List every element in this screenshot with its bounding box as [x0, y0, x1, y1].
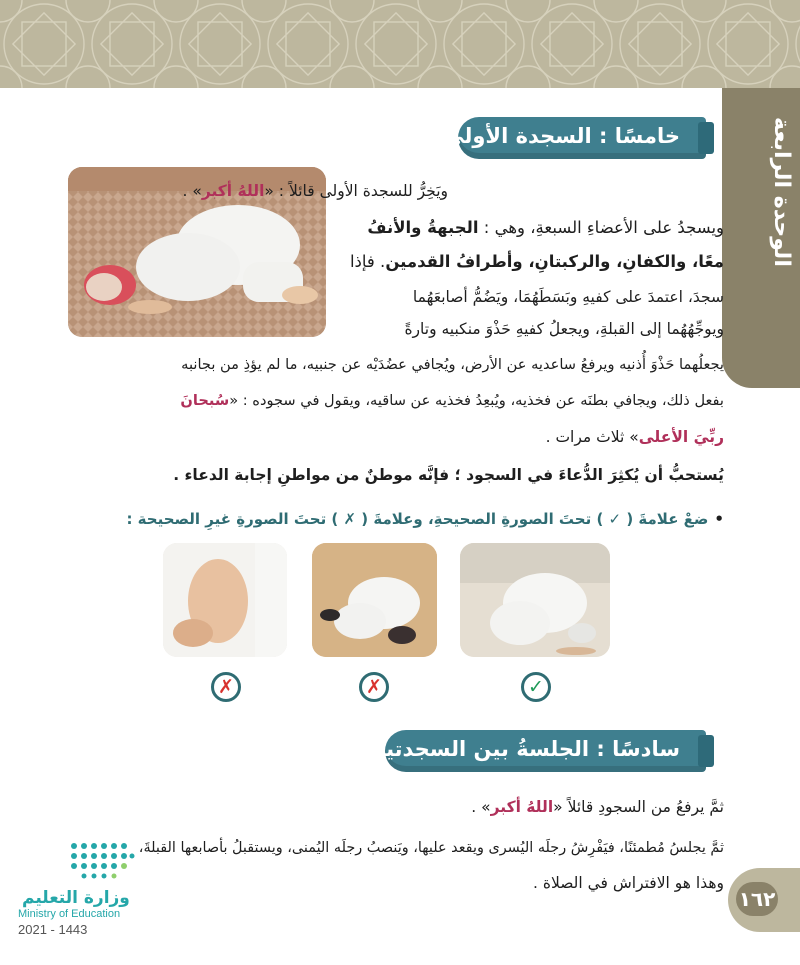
text-line-2: ويسجدُ على الأعضاءِ السبعةِ، وهي : الجبهةُ والأنفُ: [367, 218, 724, 237]
text-line-rise: ثمَّ يرفعُ من السجودِ قائلاً «اللهُ أكبر» .: [471, 798, 724, 816]
text-line-1: ويَخِرُّ للسجدة الأولى قائلاً : «اللهُ أكبر» .: [182, 182, 448, 200]
section-heading-sitting-between-prostrations: [367, 730, 706, 772]
tasbih-quote-part2: ربِّيَ الأعلى: [638, 428, 724, 446]
supplication-note: يُستحبُّ أن يُكثِرَ الدُّعاءَ في السجود ؛ فإنَّه موطنٌ من مواطنِ إجابة الدعاء .: [173, 466, 724, 484]
bullet: •: [714, 510, 724, 528]
takbir-quote: اللهُ أكبر: [201, 182, 265, 200]
heading-accent: [698, 735, 714, 767]
text-line-6: يجعلُهما حَذْوَ أُذنيه ويرفعُ ساعديه عن الأرض، ويُجافي عضُدَيْه عن جنبيه، ما لم يؤذِ من بجانبه: [181, 356, 724, 373]
ministry-name-english: Ministry of Education: [18, 908, 121, 920]
exercise-photo-wrong-1: [312, 543, 437, 657]
exercise-photo-correct: [460, 543, 610, 657]
bold-forehead-nose: الجبهةُ والأنفُ: [367, 218, 479, 237]
text-line-3: معًا، والكفانِ، والركبتانِ، وأطرافُ القدمين. فإذا: [349, 252, 724, 271]
ministry-name-arabic: وزارة التعليم: [22, 888, 130, 908]
text-line-5: ويوجِّهُهُما إلى القبلةِ، ويجعلُ كفيهِ حَذْوَ منكبيه وتارةً: [404, 320, 724, 338]
text-line-iftirash: وهذا هو الافتراش في الصلاة .: [532, 874, 724, 892]
section-heading-text: خامسًا : السجدة الأولى: [443, 124, 680, 148]
heading-accent: [698, 122, 714, 154]
text-line-8: ربِّيَ الأعلى» ثلاث مرات .: [545, 428, 724, 446]
page-number-tab: [728, 868, 800, 932]
cross-mark-icon: ✗: [359, 672, 389, 702]
ministry-logo-icon: [68, 838, 138, 888]
tasbih-quote-part1: سُبحانَ: [180, 392, 230, 409]
exercise-photo-wrong-2: [163, 543, 287, 657]
section-heading-first-prostration: [443, 117, 706, 159]
unit-title: الوحدة الرابعة: [769, 117, 794, 267]
cross-mark-icon: ✗: [211, 672, 241, 702]
exercise-instruction: •ضعْ علامةَ ( ✓ ) تحتَ الصورةِ الصحيحةِ، وعلامةَ ( ✗ ) تحتَ الصورةِ غيرِ الصحيحة :: [126, 510, 724, 528]
text-line-7: بفعل ذلك، ويجافي بطنَه عن فخذيه، ويُبعِدُ فخذيه عن ساقيه، ويقول في سجوده : «سُبحانَ: [180, 392, 724, 409]
page-number: ١٦٢: [736, 882, 778, 916]
takbir-quote: اللهُ أكبر: [490, 798, 554, 816]
text-line-sit: ثمَّ يجلسُ مُطمئنًا، فيَفْرِشُ رجلَه اليُسرى ويقعد عليها، ويَنصبُ رجلَه اليُمنى، ويستقبلُ بأصابعها القبلةَ،: [138, 840, 724, 856]
edition-year: 2021 - 1443: [18, 922, 88, 937]
check-mark-icon: ✓: [521, 672, 551, 702]
text-line-4: سجدَ، اعتمدَ على كفيهِ وبَسَطَهُمَا، ويَضُمُّ أصابعَهُما: [412, 288, 724, 306]
decorative-banner: [0, 0, 800, 88]
bold-seven-limbs: معًا، والكفانِ، والركبتانِ، وأطرافُ القدمين: [385, 252, 724, 271]
section-heading-text: سادسًا : الجلسةُ بين السجدتين: [367, 737, 680, 761]
